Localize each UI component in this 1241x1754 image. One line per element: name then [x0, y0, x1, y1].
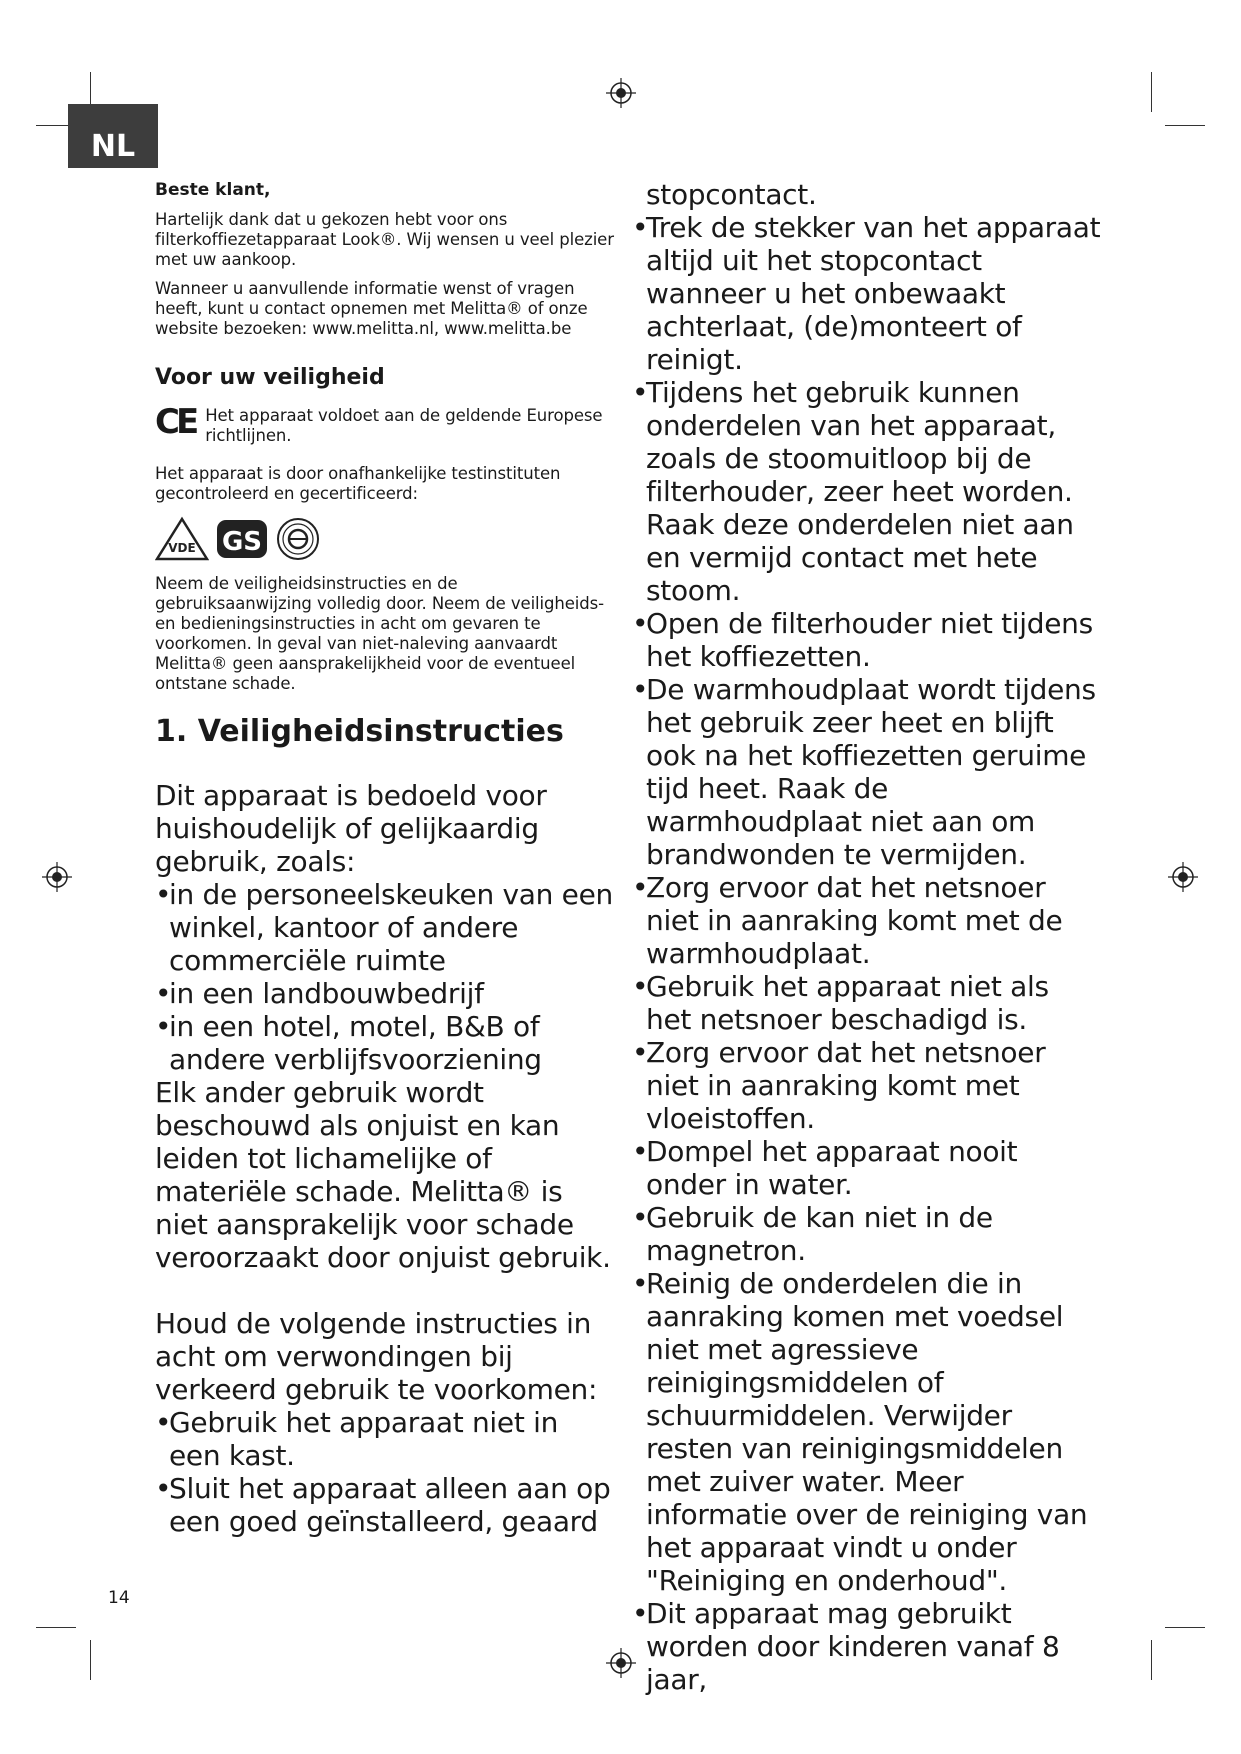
spacer [155, 1274, 615, 1307]
list-item: • in een landbouwbedrijf [155, 977, 615, 1010]
rules-list-right [632, 211, 1102, 1696]
contact-paragraph: Wanneer u aanvullende informatie wenst of vragen heeft, kunt u contact opnemen met Melitta® of onze website bezoeken: www.melitta.nl, www.melitta.be [155, 279, 588, 338]
right-column [632, 178, 1102, 1696]
page-number: 14 [108, 1588, 130, 1608]
left-column [155, 178, 615, 1538]
list-item: • Trek de stekker van het apparaat altijd uit het stopcontact wanneer u het onbewaakt achterlaat, (de)monteert of reinigt. [632, 211, 1102, 376]
list-item: • Open de filterhouder niet tijdens het koffiezetten. [632, 607, 1102, 673]
certification-logos [155, 516, 615, 562]
ce-text: Het apparaat voldoet aan de geldende Europese richtlijnen. [205, 406, 603, 445]
registration-mark-icon [1168, 862, 1198, 892]
greeting: Beste klant, [155, 180, 271, 200]
crop-mark [1165, 125, 1205, 126]
usage-list [155, 878, 615, 1076]
language-badge: NL [68, 104, 158, 168]
crop-mark [90, 1640, 91, 1680]
list-item: • in de personeelskeuken van een winkel, kantoor of andere commerciële ruimte [155, 878, 615, 977]
list-item: • Zorg ervoor dat het netsnoer niet in aanraking komt met de warmhoudplaat. [632, 871, 1102, 970]
list-item: • Gebruik de kan niet in de magnetron. [632, 1201, 1102, 1267]
follow-text: Houd de volgende instructies in acht om verwondingen bij verkeerd gebruik te voorkomen: [155, 1307, 598, 1406]
registration-mark-icon [606, 78, 636, 108]
section-title: 1. Veiligheidsinstructies [155, 714, 564, 749]
crop-mark [36, 1627, 76, 1628]
instructions-text: Neem de veiligheidsinstructies en de gebruiksaanwijzing volledig door. Neem de veiligheids- en bedieningsinstructies in acht om gevaren te voorkomen. In geval van niet-naleving aanvaardt Melitta® geen aansprakelijkheid voor de eventueel ontstane schade. [155, 574, 605, 693]
crop-mark [1151, 1640, 1152, 1680]
test-seal-icon [275, 516, 321, 562]
list-item: • Sluit het apparaat alleen aan op een goed geïnstalleerd, geaard [155, 1472, 615, 1538]
crop-mark [1165, 1627, 1205, 1628]
rules-list-left [155, 1406, 615, 1538]
intro-text: Dit apparaat is bedoeld voor huishoudelijk of gelijkaardig gebruik, zoals: [155, 779, 547, 878]
safety-heading: Voor uw veiligheid [155, 365, 385, 390]
list-item: • Tijdens het gebruik kunnen onderdelen van het apparaat, zoals de stoomuitloop bij de filterhouder, zeer heet worden. Raak deze onderdelen niet aan en vermijd contact met hete stoom. [632, 376, 1102, 607]
list-item: • De warmhoudplaat wordt tijdens het gebruik zeer heet en blijft ook na het koffiezetten geruime tijd heet. Raak de warmhoudplaat niet aan om brandwonden te vermijden. [632, 673, 1102, 871]
ce-mark-icon: CE [155, 402, 196, 442]
crop-mark [1151, 72, 1152, 112]
misuse-text: Elk ander gebruik wordt beschouwd als onjuist en kan leiden tot lichamelijke of materiële schade. Melitta® is niet aansprakelijk voor schade veroorzaakt door onjuist gebruik. [155, 1076, 611, 1274]
list-item: • Zorg ervoor dat het netsnoer niet in aanraking komt met vloeistoffen. [632, 1036, 1102, 1135]
registration-mark-icon [42, 862, 72, 892]
list-item: • in een hotel, motel, B&B of andere verblijfsvoorziening [155, 1010, 615, 1076]
vde-logo-icon [155, 516, 209, 562]
vde-logo-text: VDE [168, 541, 196, 555]
list-item: • Reinig de onderdelen die in aanraking komen met voedsel niet met agressieve reinigingsmiddelen of schuurmiddelen. Verwijder resten van reinigingsmiddelen met zuiver water. Meer informatie over de reiniging van het apparaat vindt u onder "Reiniging en onderhoud". [632, 1267, 1102, 1597]
list-item: • Gebruik het apparaat niet als het netsnoer beschadigd is. [632, 970, 1102, 1036]
certified-text: Het apparaat is door onafhankelijke testinstituten gecontroleerd en gecertificeerd: [155, 464, 561, 503]
thank-you-paragraph: Hartelijk dank dat u gekozen hebt voor ons filterkoffiezetapparaat Look®. Wij wensen u veel plezier met uw aankoop. [155, 210, 614, 269]
continuation-text: stopcontact. [646, 178, 817, 211]
list-item: • Dit apparaat mag gebruikt worden door kinderen vanaf 8 jaar, [632, 1597, 1102, 1696]
gs-logo-text: GS [221, 527, 263, 557]
gs-logo-icon [215, 516, 269, 562]
list-item: • Dompel het apparaat nooit onder in water. [632, 1135, 1102, 1201]
ce-row [155, 402, 615, 446]
list-item: • Gebruik het apparaat niet in een kast. [155, 1406, 615, 1472]
